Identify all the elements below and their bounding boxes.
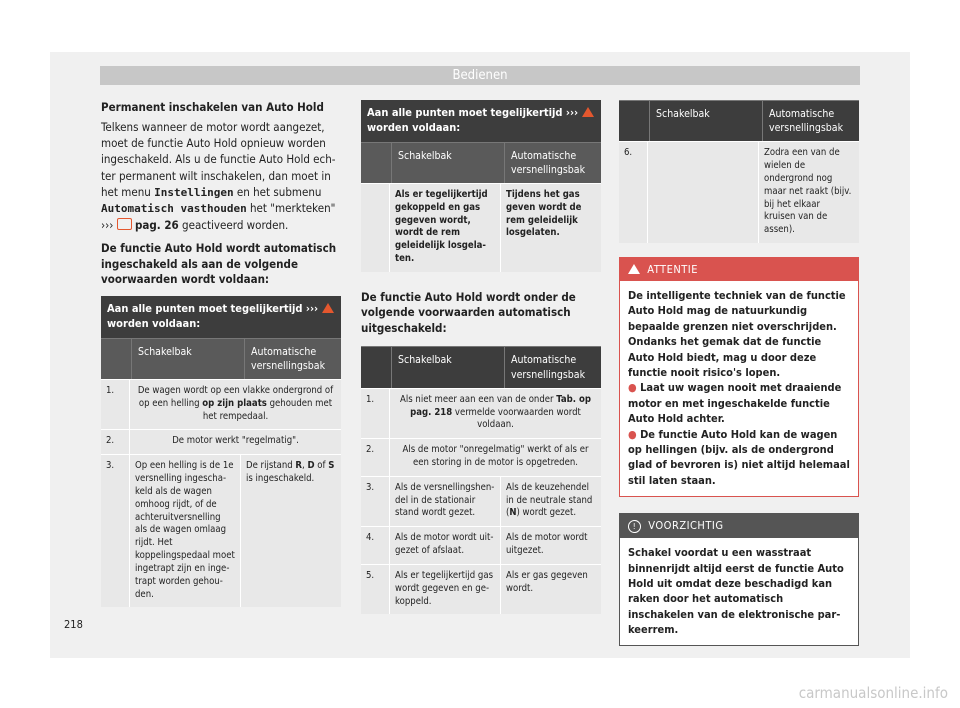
table-header — [361, 346, 601, 387]
table-row: 1. De wagen wordt op een vlakke ondergrond of op een helling op zijn plaats gehouden met het rempedaal. — [101, 379, 341, 429]
warning-icon — [322, 303, 334, 313]
attention-box — [619, 257, 859, 497]
page-number: 218 — [64, 618, 83, 631]
table-row: 1. Als niet meer aan een van de onder Tab. op pag. 218 vermelde voorwaarden wordt voldaan. — [361, 388, 601, 438]
heading-conditions-off: De functie Auto Hold wordt onder de volgende voorwaarden automatisch uitgeschakeld: — [361, 289, 576, 335]
header-automatisch: Automatische versnellingsbak — [244, 339, 341, 379]
table-row: 5. Als er tegelijkertijd gas wordt gegeven en gekoppeld. Als er gas gegeven wordt. — [361, 564, 601, 614]
caution-header: ! VOORZICHTIG — [620, 514, 858, 538]
header-automatisch: Automatische versnellingsbak — [762, 101, 859, 141]
header-automatisch: Automatische versnellingsbak — [504, 347, 601, 387]
column-3 — [619, 100, 859, 646]
attention-body: De intelligente techniek van de functie Auto Hold mag de natuurkundig bepaalde grenzen niet overschrijden. Ondanks het gemak dat de functie Auto Hold biedt, mag u door deze functie nooit risico's lopen. ● Laat uw wagen nooit met draaiende motor en met ingeschakelde functie Auto Hold achter. ● De functie Auto Hold kan de wagen op hellingen (bijv. als de ondergrond glad of bevroren is) niet altijd helemaal stil laten staan. — [628, 289, 850, 487]
table-row: Als er tegelijkertijd gekoppeld en gas gegeven wordt, wordt de rem geleidelijk losgelaten. Tijdens het gas geven wordt de rem geleidelijk losgelaten. — [361, 183, 601, 272]
attention-header: ATTENTIE — [620, 258, 858, 281]
caution-body: Schakel voordat u een wasstraat binnenrijdt altijd eerst de functie Auto Hold uit omdat deze beschadigd kan raken door het automatisch inschakelen van de elektronische parkeerrem. — [628, 546, 844, 637]
heading-conditions-on: De functie Auto Hold wordt automatisch ingeschakeld als aan de volgende voorwaarden wordt voldaan: — [101, 241, 337, 287]
table-row: 4. Als de motor wordt uitgezet of afslaat. Als de motor wordt uitgezet. — [361, 526, 601, 564]
paragraph-permanent: Telkens wanneer de motor wordt aangezet, moet de functie Auto Hold opnieuw worden ingeschakeld. Als u de functie Auto Hold echter permanent wilt inschakelen, dan moet in het menu Instellingen en het submenu Automatisch vasthouden het "merkteken" ››› pag. 26 geactiveerd worden. — [101, 119, 336, 233]
header-schakelbak: Schakelbak — [391, 347, 504, 387]
table-row: 3. Als de versnellingshendel in de stationair stand wordt gezet. Als de keuzehendel in de neutrale stand (N) wordt gezet. — [361, 476, 601, 526]
table-header — [619, 100, 859, 141]
list-item: ● Laat uw wagen nooit met draaiende motor en met ingeschakelde functie Auto Hold achter. — [628, 381, 842, 426]
table-row: 6. Zodra een van de wielen de ondergrond nog maar net raakt (bijv. bij het elkaar kruisen van de assen). — [619, 141, 859, 243]
watermark: carmanualsonline.info — [798, 684, 948, 702]
heading-permanent: Permanent inschakelen van Auto Hold — [101, 100, 324, 114]
table-title: Aan alle punten moet tegelijkertijd ››› worden voldaan: — [361, 100, 601, 142]
table-row: 2. De motor werkt "regelmatig". — [101, 429, 341, 454]
table-conditions-off — [361, 346, 601, 614]
warning-icon — [582, 107, 594, 117]
section-header: Bedienen — [100, 66, 860, 85]
table-header — [361, 142, 601, 183]
submenu-name: Automatisch vasthouden — [101, 202, 247, 216]
header-schakelbak: Schakelbak — [391, 143, 504, 183]
warning-icon — [628, 264, 640, 274]
list-item: ● De functie Auto Hold kan de wagen op hellingen (bijv. als de ondergrond glad of bevroren is) niet altijd helemaal stil laten staan. — [628, 427, 850, 487]
header-schakelbak: Schakelbak — [131, 339, 244, 379]
page-reference[interactable]: pag. 26 — [135, 218, 179, 233]
header-automatisch: Automatische versnellingsbak — [504, 143, 601, 183]
info-icon: ! — [628, 520, 641, 533]
table-row: 2. Als de motor "onregelmatig" werkt of als er een storing in de motor is opgetreden. — [361, 438, 601, 476]
menu-name: Instellingen — [154, 185, 234, 199]
table-row: 3. Op een helling is de 1e versnelling ingeschakeld als de wagen omhoog rijdt, of de achteruitversnelling als de wagen omlaag rijdt. Het koppelingspedaal moet ingetrapt zijn en ingetrapt worden gehouden. De rijstand R, D of S is ingeschakeld. — [101, 454, 341, 607]
table-conditions-on — [101, 296, 341, 607]
table-conditions-off-continued — [619, 100, 859, 243]
caution-box — [619, 513, 859, 646]
table-header — [101, 338, 341, 379]
table-title: Aan alle punten moet tegelijkertijd ››› worden voldaan: — [101, 296, 341, 338]
book-icon — [117, 218, 132, 230]
table-conditions-on-continued — [361, 100, 601, 272]
bullet-icon: ● — [628, 381, 637, 395]
header-schakelbak: Schakelbak — [649, 101, 762, 141]
column-2 — [361, 100, 601, 614]
column-1 — [101, 100, 341, 607]
bullet-icon: ● — [628, 427, 637, 441]
